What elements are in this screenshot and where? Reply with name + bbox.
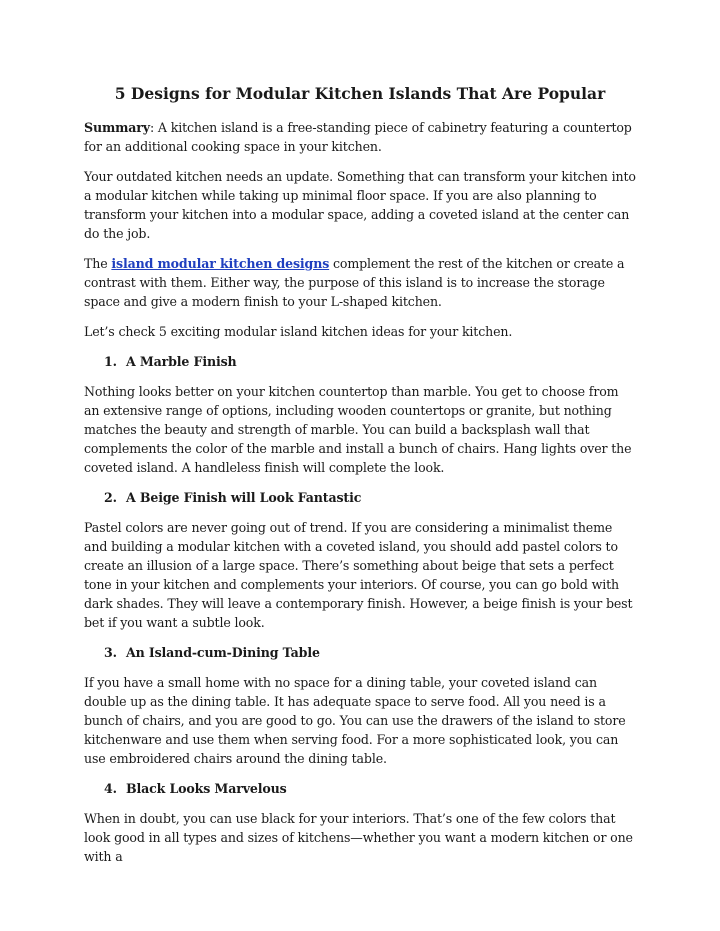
lead-in-paragraph: Let’s check 5 exciting modular island kitchen ideas for your kitchen. <box>84 324 513 339</box>
summary-paragraph <box>84 118 636 156</box>
section-body-3: If you have a small home with no space for a dining table, your coveted island can double up as the dining table. It has adequate space to serve food. All you need is a bunch of chairs, and you are good to go. You can use the drawers of the island to store kitchenware and use them when serving food. For a more sophisticated look, you can use embroidered chairs around the dining table. <box>84 675 626 766</box>
link-paragraph-prefix: The <box>84 256 112 271</box>
section-number: 3. <box>104 645 117 660</box>
section-body-4: When in doubt, you can use black for your interiors. That’s one of the few colors that look good in all types and sizes of kitchens—whether you want a modern kitchen or one with a <box>84 811 633 864</box>
section-number: 2. <box>104 490 117 505</box>
intro-paragraph: Your outdated kitchen needs an update. Something that can transform your kitchen into a modular kitchen while taking up minimal floor space. If you are also planning to transform your kitchen into a modular space, adding a coveted island at the center can do the job. <box>84 169 636 241</box>
section-heading-1 <box>104 352 636 371</box>
section-heading-text: A Beige Finish will Look Fantastic <box>126 490 362 505</box>
section-body-1: Nothing looks better on your kitchen countertop than marble. You get to choose from an extensive range of options, including wooden countertops or granite, but nothing matches the beauty and strength of marble. You can build a backsplash wall that complements the color of the marble and install a bunch of chairs. Hang lights over the coveted island. A handleless finish will complete the look. <box>84 384 632 475</box>
section-heading-text: A Marble Finish <box>126 354 237 369</box>
section-body-2: Pastel colors are never going out of trend. If you are considering a minimalist theme and building a modular kitchen with a coveted island, you should add pastel colors to create an illusion of a large space. There’s something about beige that sets a perfect tone in your kitchen and complements your interiors. Of course, you can go bold with dark shades. They will leave a contemporary finish. However, a beige finish is your best bet if you want a subtle look. <box>84 520 633 630</box>
section-heading-3 <box>104 643 636 662</box>
link-paragraph <box>84 254 636 311</box>
section-heading-2 <box>104 488 636 507</box>
summary-text: : A kitchen island is a free-standing piece of cabinetry featuring a countertop for an additional cooking space in your kitchen. <box>84 120 632 154</box>
summary-label: Summary <box>84 120 150 135</box>
section-number: 4. <box>104 781 117 796</box>
section-heading-4 <box>104 779 636 798</box>
link-paragraph-suffix: complement the rest of the kitchen or create a contrast with them. Either way, the purpose of this island is to increase the storage space and give a modern finish to your L-shaped kitchen. <box>84 256 625 309</box>
section-heading-text: Black Looks Marvelous <box>126 781 287 796</box>
document-title: 5 Designs for Modular Kitchen Islands That Are Popular <box>114 84 606 103</box>
document-body <box>84 118 636 877</box>
island-designs-link[interactable]: island modular kitchen designs <box>111 256 330 271</box>
section-number: 1. <box>104 354 117 369</box>
section-heading-text: An Island-cum-Dining Table <box>126 645 320 660</box>
